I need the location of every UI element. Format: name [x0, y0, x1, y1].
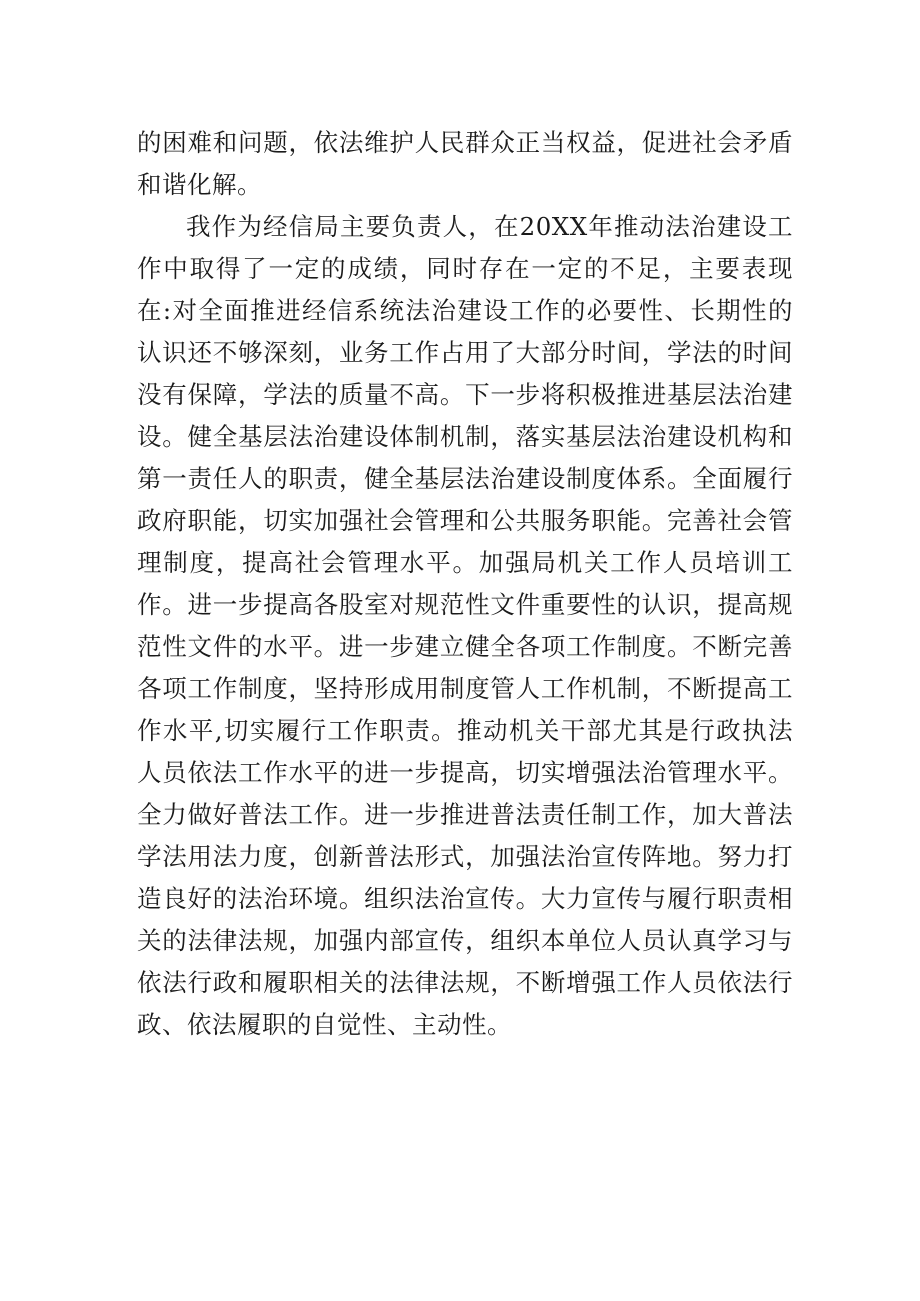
paragraph-continued: 的困难和问题，依法维护人民群众正当权益，促进社会矛盾和谐化解。	[137, 128, 793, 199]
paragraph-main: 我作为经信局主要负责人，在20XX年推动法治建设工作中取得了一定的成绩，同时存在一定的不足，主要表现在:对全面推进经信系统法治建设工作的必要性、长期性的认识还不够深刻，业务工作占用了大部分时间，学法的时间没有保障，学法的质量不高。下一步将积极推进基层法治建设。健全基层法治建设体制机制，落实基层法治建设机构和第一责任人的职责，健全基层法治建设制度体系。全面履行政府职能，切实加强社会管理和公共服务职能。完善社会管理制度，提高社会管理水平。加强局机关工作人员培训工作。进一步提高各股室对规范性文件重要性的认识，提高规范性文件的水平。进一步建立健全各项工作制度。不断完善各项工作制度，坚持形成用制度管人工作机制，不断提高工作水平,切实履行工作职责。推动机关干部尤其是行政执法人员依法工作水平的进一步提高，切实增强法治管理水平。全力做好普法工作。进一步推进普法责任制工作，加大普法学法用法力度，创新普法形式，加强法治宣传阵地。努力打造良好的法治环境。组织法治宣传。大力宣传与履行职责相关的法律法规，加强内部宣传，组织本单位人员认真学习与依法行政和履职相关的法律法规，不断增强工作人员依法行政、依法履职的自觉性、主动性。	[137, 212, 793, 1039]
document-body	[137, 122, 793, 1046]
